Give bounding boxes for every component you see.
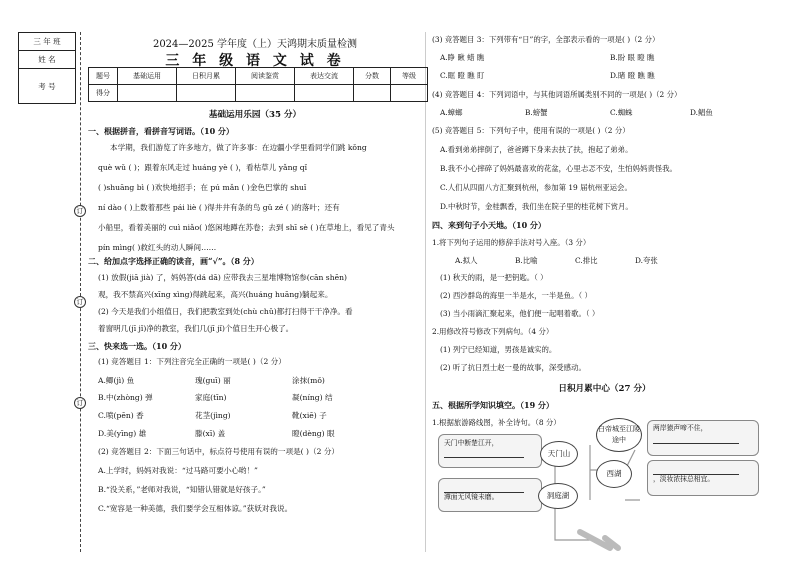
option-word: 瑰(guī) 丽 [195,376,231,385]
question-2-line: 观，我不禁高兴(xīng xìng)得跳起来，高兴(huáng huāng)躺起来。 [98,290,333,299]
score-cell[interactable] [118,85,177,102]
option[interactable]: D.美(yīng) 雄 [98,429,147,438]
poem-line: 两岸猿声啼不住， [653,424,708,432]
exam-header-title: 2024—2025 学年度（上）天鸿期末质量检测 [152,39,358,50]
option-word: 花茎(jìng) [195,411,231,420]
score-cell[interactable] [391,85,428,102]
name-field-label[interactable]: 姓 名 [19,51,76,69]
option-word: 家庭(tīn) [195,393,227,402]
score-head-cell: 日积月累 [177,68,236,85]
question-2-line: (1) 放假(jiā jià) 了，妈妈答(dá dā) 应带我去三星堆博物馆参(cān shēn) [98,273,347,282]
section-title-basic: 基础运用乐园（35 分） [208,110,302,120]
score-cell[interactable] [177,85,236,102]
question-item[interactable]: (1) 秋天的雨，是一把钥匙。（ ） [440,273,548,282]
column-divider [425,32,426,552]
option[interactable]: A.睁 瞅 蜡 瞧 [440,53,485,62]
option[interactable]: D.中秋时节，金桂飘香，我们坐在院子里的桂花树下赏月。 [440,202,633,211]
question-3-title: 三、快来选一选。（10 分） [88,341,186,351]
score-head-cell: 分数 [354,68,391,85]
question-4-title: 四、来到句子小天地。（10 分） [432,220,546,230]
option-word: 涂抹(mǒ) [292,376,325,385]
question-2-line: (2) 今天是我们小组值日，我们把教室到处(chù chǔ)都打扫得干干净净。看 [98,307,353,316]
question-1-line: ( )shuāng bì ( )欢快地招手；在 pú mǎn ( )金色巴掌的 shuǐ [98,183,307,192]
question-3-1: (1) 竞答题目 1：下列注音完全正确的一项是( )（2 分） [98,357,286,366]
option: B.比喻 [515,256,538,265]
option: C.排比 [575,256,598,265]
question-item[interactable]: (1) 列宁已经知道，男孩是诚实的。 [440,345,557,354]
option[interactable]: C.蜘蛛 [610,108,633,117]
poem-box [438,478,542,512]
place-xihu: 西湖 [596,460,632,488]
poem-line: 天门中断楚江开， [444,439,499,447]
option[interactable]: B.中(zhòng) 弹 [98,393,153,402]
question-1-line: 本学期，我们游览了许多地方，做了许多事：在边疆小学里看同学们跳 kǒng [110,143,367,152]
place-tianmenshan: 天门山 [540,441,578,467]
option-word: 靴(xiē) 子 [292,411,327,420]
score-head-cell: 阅读鉴赏 [236,68,295,85]
binding-line [80,32,81,552]
option[interactable]: A.看到弟弟摔倒了，爸爸蹲下身来去扶了扶，抱起了弟弟。 [440,145,633,154]
score-head-cell: 等级 [391,68,428,85]
question-2-line: 着窗明几(jī jǐ)净的教室，我们几(jī jǐ)个值日生开心极了。 [98,324,294,333]
option[interactable]: A.上学时，妈妈对我说：“过马路可要小心哟！” [98,466,258,475]
question-4-2: 2.用修改符号修改下列病句。（4 分） [432,327,554,336]
option[interactable]: B.螃蟹 [525,108,548,117]
answer-blank[interactable] [653,433,739,444]
score-row-label: 得分 [89,85,118,102]
binding-mark: 订 [74,296,86,308]
place-dongtinghu: 洞庭湖 [538,483,578,509]
option[interactable]: C.人们从四面八方汇聚到杭州，参加第 19 届杭州亚运会。 [440,183,632,192]
score-cell[interactable] [354,85,391,102]
question-3-4: (4) 竞答题目 4：下列词语中，与其他词语所属类别不同的一项是( )（2 分） [432,90,682,99]
option-word: 滕(xī) 盖 [195,429,226,438]
question-3-3: (3) 竞答题目 3：下列带有“日”的字，全部表示看的一项是( )（2 分） [432,35,660,44]
option[interactable]: D.鲳鱼 [690,108,713,117]
poem-box [647,420,759,456]
exam-subject-title: 三 年 级 语 文 试 卷 [165,53,345,69]
question-item[interactable]: (2) 西沙群岛的海里一半是水，一半是鱼。（ ） [440,291,592,300]
option[interactable]: B.我不小心摔碎了妈妈最喜欢的花盆，心里忐忑不安，生怕妈妈责怪我。 [440,164,677,173]
poem-box [647,460,759,496]
question-5-title: 五、根据所学知识填空。（19 分） [432,400,554,410]
option-word: 凝(níng) 结 [292,393,333,402]
score-head-cell: 题号 [89,68,118,85]
question-1-title: 一、根据拼音，看拼音写词语。（10 分） [88,126,234,136]
option[interactable]: B.“没关系，”老师对我说，“知错认错就是好孩子。” [98,485,266,494]
section-title-accumulation: 日积月累中心（27 分） [558,384,651,394]
answer-blank[interactable] [444,448,524,458]
place-baidicheng: 白帝城至江陵途中 [596,418,642,452]
exam-no-field-label[interactable]: 考 号 [19,69,76,104]
question-5-1: 1.根据旅游路线图，补全诗句。（8 分） [432,418,561,427]
option[interactable]: D.睹 瞪 瞧 瞧 [610,71,655,80]
question-1-line: ní dào ( )上数着那些 pái liè ( )得井井有条的鸟 gǔ zé ( )的落叶；还有 [98,203,340,212]
question-item[interactable]: (2) 听了抗日烈士赵一曼的故事，深受感动。 [440,363,586,372]
option[interactable]: C.“宽容是一种美德，我们要学会互相体谅。”获妖对我说。 [98,504,293,513]
question-1-line: pín mìng( )救红头的动人瞬间…… [98,243,217,252]
question-1-line: què wǔ ( )；跟着东风走过 huáng yè ( )，看枯草儿 yǎng qǐ [98,163,308,172]
question-4-1: 1.将下列句子运用的修辞手法对号入座。（3 分） [432,238,591,247]
question-3-5: (5) 竞答题目 5：下列句子中，使用有误的一项是( )（2 分） [432,126,630,135]
score-head-cell: 表达交流 [295,68,354,85]
score-cell[interactable] [295,85,354,102]
option[interactable]: A.蟑螂 [440,108,463,117]
option[interactable]: A.鲫(jì) 鱼 [98,376,135,385]
question-2-title: 二、给加点字选择正确的读音，画“√”。（8 分） [88,256,259,266]
class-field-label[interactable]: 三 年 班 [19,33,76,51]
score-table [88,67,428,102]
answer-blank[interactable] [653,464,739,475]
binding-mark: 订 [74,397,86,409]
binding-mark: 订 [74,205,86,217]
poem-box [438,434,542,468]
option[interactable]: C.喷(pēn) 香 [98,411,144,420]
student-info-table [18,32,76,104]
score-cell[interactable] [236,85,295,102]
question-1-line: 小船里，看着美丽的 cuì niǎo( )悠闲地蹲在苏卷；去到 shī sè ( )在草地上，看见了青头 [98,223,395,232]
poem-line: 潭面无风镜未磨。 [444,493,499,501]
question-item[interactable]: (3) 当小雨滴汇聚起来，他们便一起唱着歌。（ ） [440,309,600,318]
option[interactable]: C.眶 瞪 瞧 盯 [440,71,485,80]
option: A.拟人 [455,256,478,265]
answer-blank[interactable] [444,483,524,493]
option-word: 瞪(dèng) 眼 [292,429,335,438]
score-head-cell: 基础运用 [118,68,177,85]
poem-line: ，淡妆浓抹总相宜。 [653,475,715,483]
option[interactable]: B.盼 眼 瞪 瞧 [610,53,655,62]
option: D.夸张 [635,256,658,265]
question-3-2: (2) 竞答题目 2：下面三句话中，标点符号使用有误的一项是( )（2 分） [98,447,340,456]
